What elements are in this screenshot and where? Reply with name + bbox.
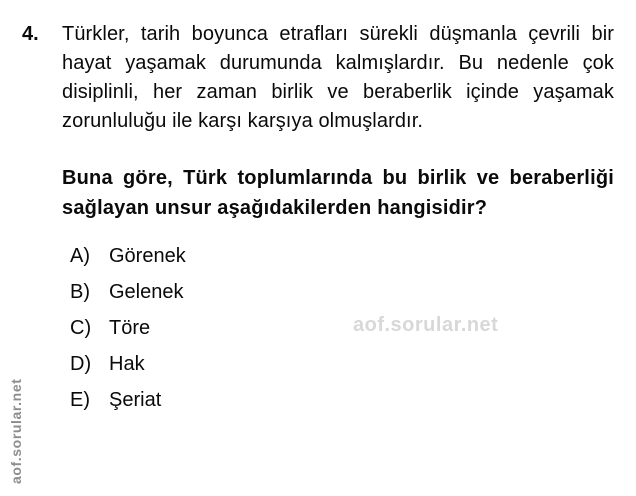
option-e-text: Şeriat bbox=[109, 389, 162, 411]
option-d bbox=[62, 346, 614, 382]
option-c bbox=[62, 310, 614, 346]
option-e-letter: E) bbox=[70, 389, 90, 411]
option-c-text: Töre bbox=[109, 317, 151, 339]
option-b bbox=[62, 274, 614, 310]
option-b-text: Gelenek bbox=[109, 281, 184, 303]
option-a bbox=[62, 238, 614, 274]
question-block bbox=[22, 20, 614, 418]
question-number: 4. bbox=[22, 23, 39, 45]
option-d-text: Hak bbox=[109, 353, 145, 375]
options-list bbox=[62, 238, 614, 418]
option-d-letter: D) bbox=[70, 353, 92, 375]
watermark-center: aof.sorular.net bbox=[353, 314, 499, 336]
option-a-letter: A) bbox=[70, 245, 90, 267]
question-body bbox=[62, 20, 614, 418]
question-stem: Buna göre, Türk toplumlarında bu birlik ve beraberliği sağlayan unsur aşağıdakilerden hangisidir? bbox=[62, 167, 614, 219]
watermark-left-rotated: aof.sorular.net bbox=[8, 378, 24, 484]
option-a-text: Görenek bbox=[109, 245, 186, 267]
option-c-letter: C) bbox=[70, 317, 92, 339]
option-b-letter: B) bbox=[70, 281, 90, 303]
option-e bbox=[62, 382, 614, 418]
question-intro-paragraph: Türkler, tarih boyunca etrafları sürekli düşmanla çevrili bir hayat yaşamak durumunda kalmışlardır. Bu nedenle çok disiplinli, her zaman birlik ve beraberlik içinde yaşamak zorunluluğu ile karşı karşıya olmuşlardır. bbox=[62, 23, 614, 132]
